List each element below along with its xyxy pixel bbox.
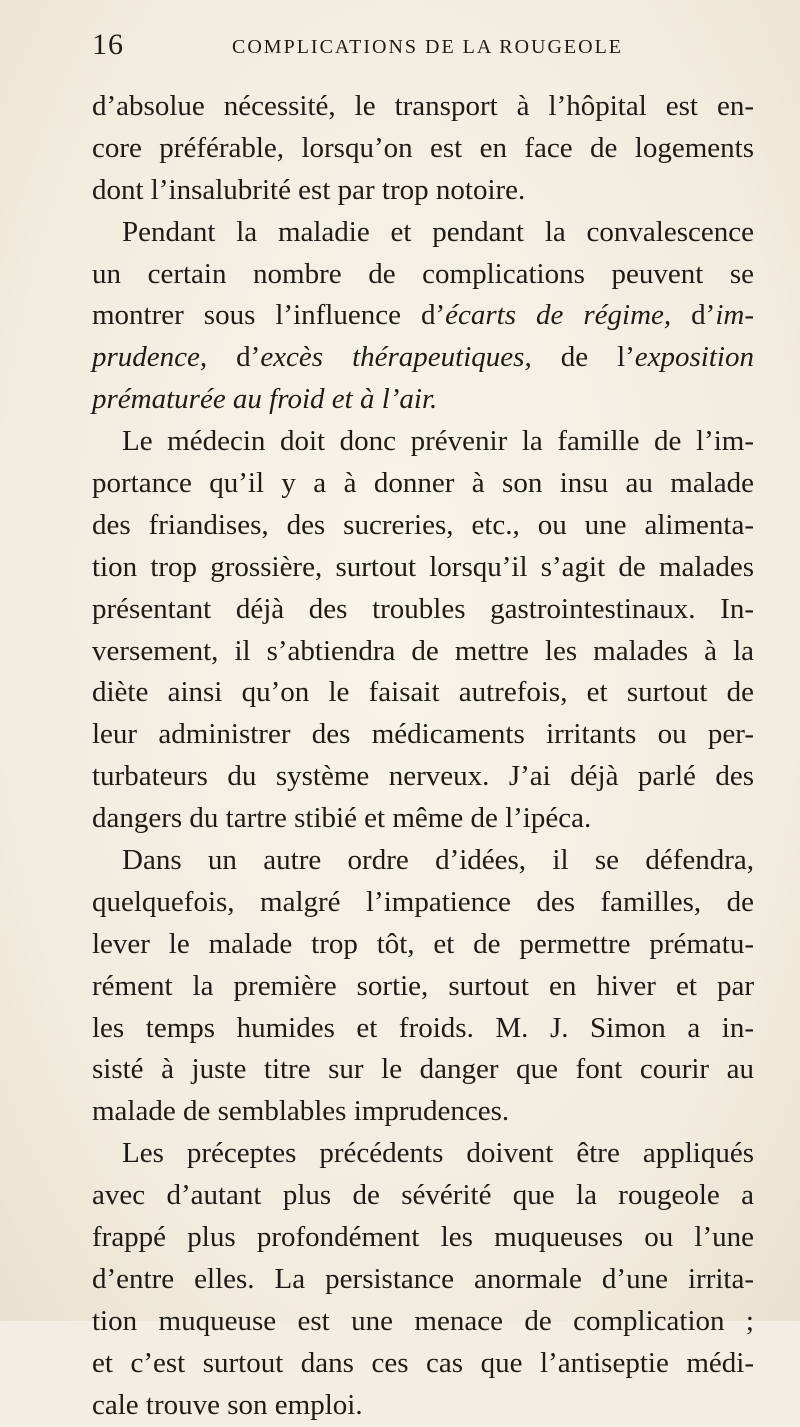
- text-segment: tion trop grossière, surtout lorsqu’il s’agit de malades: [92, 550, 754, 583]
- text-line: [92, 212, 754, 254]
- text-segment: avec d’autant plus de sévérité que la rougeole a: [92, 1179, 754, 1212]
- italic-text: prématurée au froid et à l’air.: [92, 383, 438, 416]
- text-segment: cale trouve son emploi.: [92, 1388, 363, 1421]
- italic-text: écarts de régime,: [445, 299, 672, 332]
- text-line: [92, 798, 754, 840]
- text-segment: leur administrer des médicaments irritants ou per-: [92, 718, 754, 751]
- text-segment: d’: [207, 341, 261, 374]
- text-line: [92, 254, 754, 296]
- text-segment: malade de semblables imprudences.: [92, 1095, 510, 1128]
- text-line: [92, 966, 754, 1008]
- text-line: [92, 1175, 754, 1217]
- text-line: [92, 589, 754, 631]
- text-line: [92, 170, 754, 212]
- text-segment: des friandises, des sucreries, etc., ou une alimenta-: [92, 508, 754, 541]
- italic-text: prudence,: [92, 341, 208, 374]
- text-segment: quelquefois, malgré l’impatience des familles, de: [92, 885, 754, 918]
- text-segment: diète ainsi qu’on le faisait autrefois, et surtout de: [92, 676, 754, 709]
- italic-text: excès thérapeutiques,: [260, 341, 532, 374]
- text-segment: frappé plus profondément les muqueuses ou l’une: [92, 1221, 754, 1254]
- page-number: 16: [92, 28, 124, 61]
- text-line: [92, 1343, 754, 1385]
- text-line: [92, 924, 754, 966]
- text-segment: Dans un autre ordre d’idées, il se défendra,: [122, 844, 754, 877]
- text-line: [92, 840, 754, 882]
- text-segment: versement, il s’abtiendra de mettre les malades à la: [92, 634, 754, 667]
- text-segment: dangers du tartre stibié et même de l’ipéca.: [92, 802, 592, 835]
- text-line: [92, 337, 754, 379]
- text-line: [92, 505, 754, 547]
- text-segment: un certain nombre de complications peuvent se: [92, 257, 754, 290]
- text-segment: rément la première sortie, surtout en hiver et par: [92, 969, 754, 1002]
- italic-text: exposition: [634, 341, 754, 374]
- text-segment: et c’est surtout dans ces cas que l’antiseptie médi-: [92, 1346, 754, 1379]
- body-text: [92, 86, 754, 1427]
- text-segment: d’: [671, 299, 716, 332]
- text-line: [92, 882, 754, 924]
- text-segment: les temps humides et froids. M. J. Simon a in-: [92, 1011, 754, 1044]
- text-line: [92, 1091, 754, 1133]
- italic-text: im-: [715, 299, 754, 332]
- text-line: [92, 379, 754, 421]
- text-line: [92, 86, 754, 128]
- running-head: COMPLICATIONS DE LA ROUGEOLE: [232, 36, 623, 58]
- text-line: [92, 1133, 754, 1175]
- text-segment: Pendant la maladie et pendant la convalescence: [122, 215, 754, 248]
- text-segment: de l’: [531, 341, 635, 374]
- text-segment: dont l’insalubrité est par trop notoire.: [92, 173, 526, 206]
- text-line: [92, 463, 754, 505]
- text-segment: Le médecin doit donc prévenir la famille de l’im-: [122, 425, 754, 458]
- text-segment: portance qu’il y a à donner à son insu au malade: [92, 467, 754, 500]
- text-segment: core préférable, lorsqu’on est en face de logements: [92, 131, 754, 164]
- text-line: [92, 672, 754, 714]
- text-segment: Les préceptes précédents doivent être appliqués: [122, 1137, 754, 1170]
- text-segment: turbateurs du système nerveux. J’ai déjà parlé des: [92, 760, 754, 793]
- text-line: [92, 1008, 754, 1050]
- text-segment: d’entre elles. La persistance anormale d’une irrita-: [92, 1262, 754, 1295]
- text-segment: tion muqueuse est une menace de complication ;: [92, 1304, 754, 1337]
- text-line: [92, 1301, 754, 1343]
- text-line: [92, 295, 754, 337]
- text-segment: montrer sous l’influence d’: [92, 299, 446, 332]
- text-line: [92, 631, 754, 673]
- text-segment: présentant déjà des troubles gastrointestinaux. In-: [92, 592, 754, 625]
- text-line: [92, 1259, 754, 1301]
- text-line: [92, 714, 754, 756]
- text-segment: d’absolue nécessité, le transport à l’hôpital est en-: [92, 90, 754, 122]
- text-line: [92, 1217, 754, 1259]
- text-line: [92, 421, 754, 463]
- text-segment: lever le malade trop tôt, et de permettre prématu-: [92, 927, 754, 960]
- text-line: [92, 756, 754, 798]
- text-segment: sisté à juste titre sur le danger que font courir au: [92, 1053, 754, 1086]
- text-line: [92, 1385, 754, 1427]
- text-line: [92, 128, 754, 170]
- text-line: [92, 1049, 754, 1091]
- page-header: [92, 28, 752, 68]
- text-line: [92, 547, 754, 589]
